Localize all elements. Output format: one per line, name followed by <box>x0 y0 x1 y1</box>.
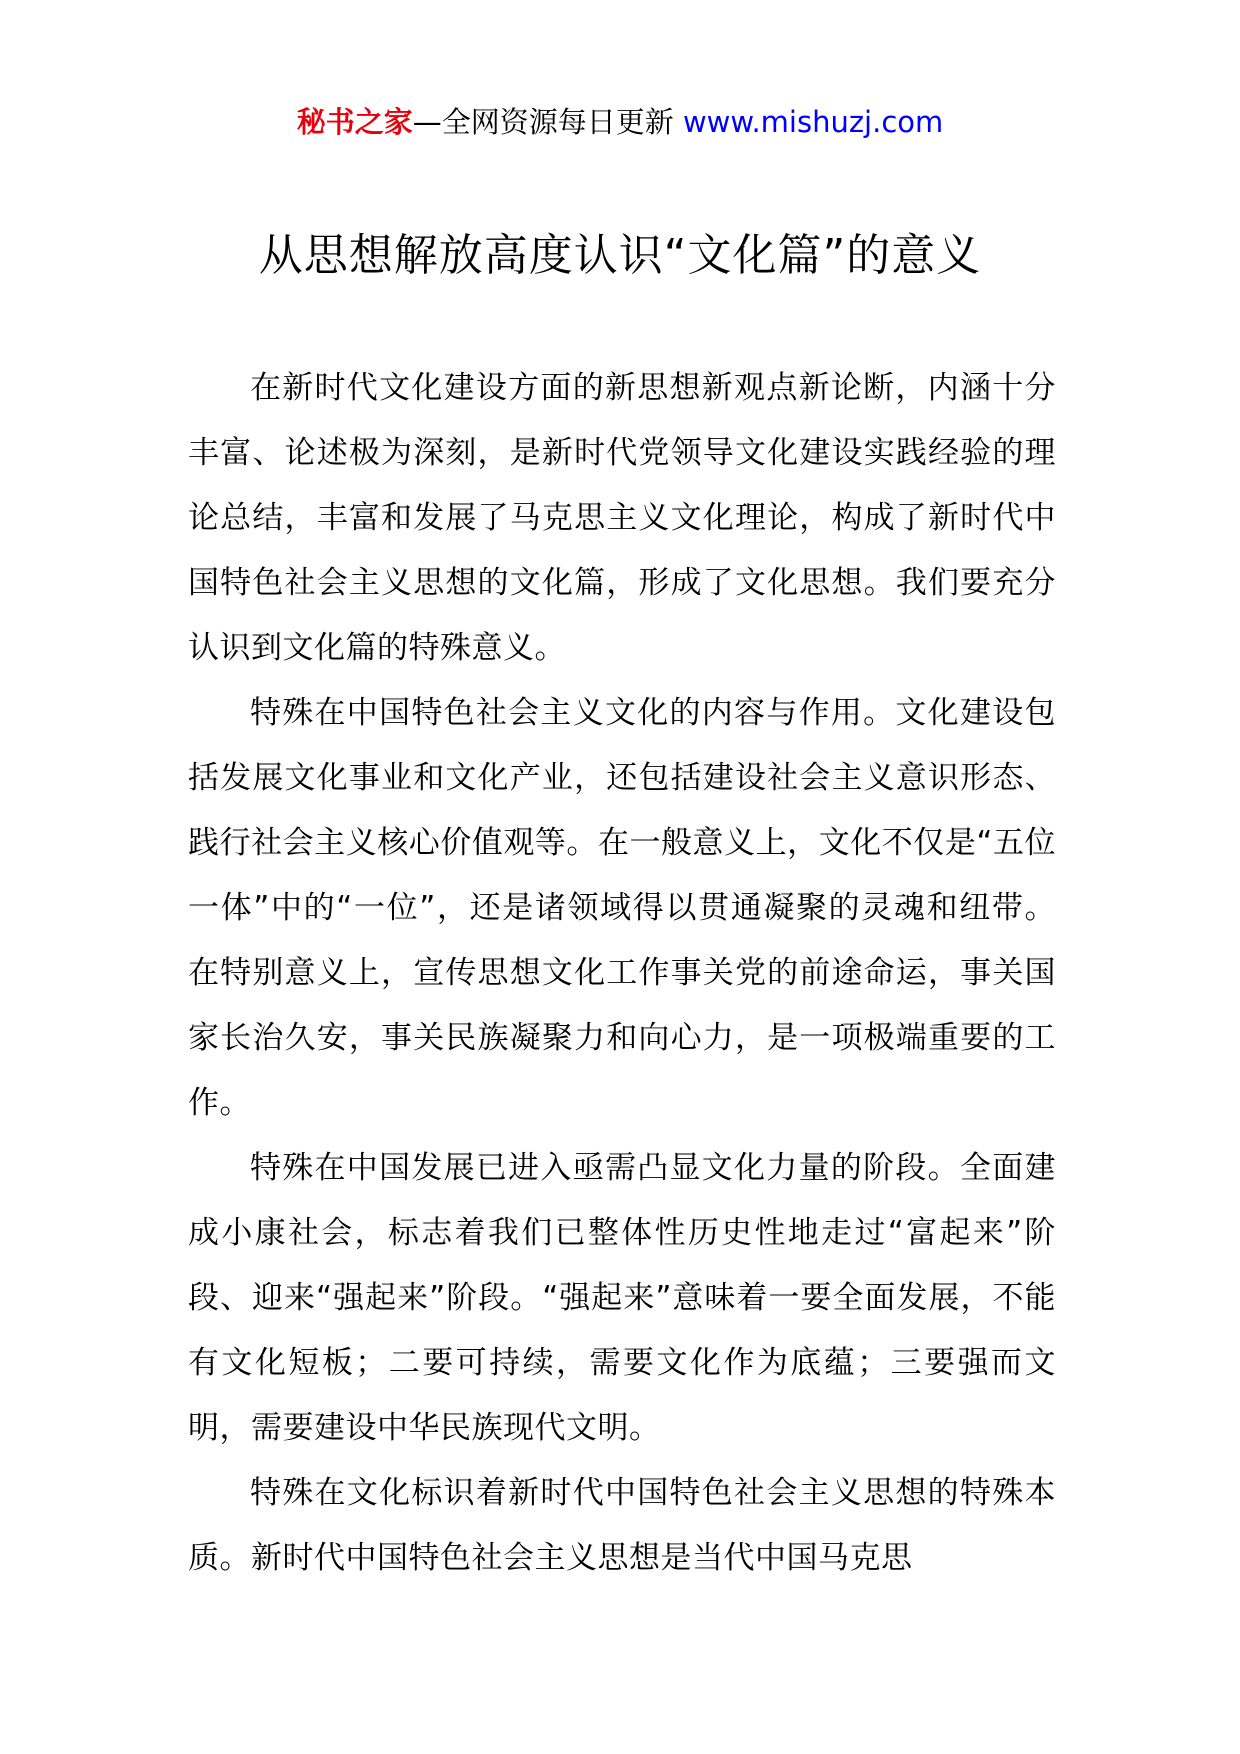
site-brand: 秘书之家 <box>296 105 413 139</box>
document-title: 从思想解放高度认识“文化篇”的意义 <box>258 230 982 281</box>
paragraph-1: 在新时代文化建设方面的新思想新观点新论断，内涵十分丰富、论述极为深刻，是新时代党领导文化建设实践经验的理论总结，丰富和发展了马克思主义文化理论，构成了新时代中国特色社会主义思想的文化篇，形成了文化思想。我们要充分认识到文化篇的特殊意义。 <box>188 370 1056 666</box>
paragraph-4: 特殊在文化标识着新时代中国特色社会主义思想的特殊本质。新时代中国特色社会主义思想是当代中国马克思 <box>188 1475 1056 1576</box>
site-header <box>0 100 1240 144</box>
paragraph-2: 特殊在中国特色社会主义文化的内容与作用。文化建设包括发展文化事业和文化产业，还包括建设社会主义意识形态、践行社会主义核心价值观等。在一般意义上，文化不仅是“五位一体”中的“一位”，还是诸领域得以贯通凝聚的灵魂和纽带。在特别意义上，宣传思想文化工作事关党的前途命运，事关国家长治久安，事关民族凝聚力和向心力，是一项极端重要的工作。 <box>188 695 1056 1121</box>
site-tagline: —全网资源每日更新 <box>412 105 674 139</box>
site-url-link[interactable]: www.mishuzj.com <box>682 105 944 139</box>
document-body <box>188 356 1056 1591</box>
paragraph-3: 特殊在中国发展已进入亟需凸显文化力量的阶段。全面建成小康社会，标志着我们已整体性历史性地走过“富起来”阶段、迎来“强起来”阶段。“强起来”意味着一要全面发展，不能有文化短板；二要可持续，需要文化作为底蕴；三要强而文明，需要建设中华民族现代文明。 <box>188 1150 1056 1446</box>
